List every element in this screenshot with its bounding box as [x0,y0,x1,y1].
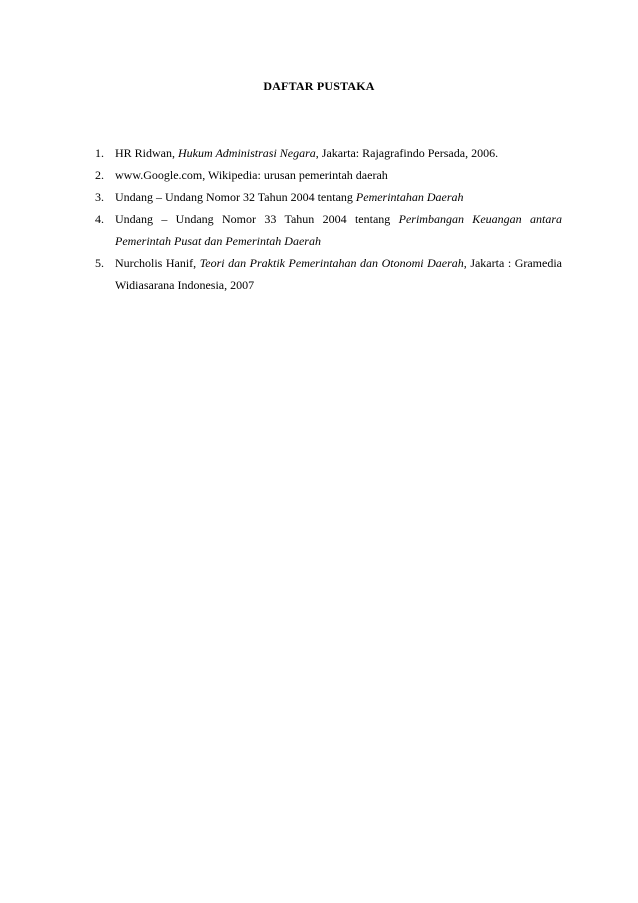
reference-text: Undang – Undang Nomor 33 Tahun 2004 tentang Perimbangan Keuangan antara Pemerintah Pusat dan Pemerintah Daerah [115,212,562,248]
reference-number: 2. [95,168,104,182]
reference-text: Nurcholis Hanif, Teori dan Praktik Pemerintahan dan Otonomi Daerah, Jakarta : Gramedia Widiasarana Indonesia, 2007 [115,256,562,292]
reference-list [95,142,562,296]
reference-text: HR Ridwan, Hukum Administrasi Negara, Jakarta: Rajagrafindo Persada, 2006. [115,146,499,160]
reference-title: Teori dan Praktik Pemerintahan dan Otonomi Daerah [199,256,464,270]
page-title: DAFTAR PUSTAKA [263,79,375,93]
reference-text: Undang – Undang Nomor 32 Tahun 2004 tentang Pemerintahan Daerah [115,190,464,204]
reference-title: Hukum Administrasi Negara [178,146,316,160]
reference-title: Pemerintahan Daerah [355,190,464,204]
reference-number: 1. [95,146,104,160]
reference-item [95,186,562,208]
reference-number: 4. [95,212,104,226]
reference-number: 3. [95,190,104,204]
reference-item [95,208,562,252]
reference-item [95,142,562,164]
reference-item [95,164,562,186]
reference-item [95,252,562,296]
reference-text: www.Google.com, Wikipedia: urusan pemerintah daerah [115,168,388,182]
reference-number: 5. [95,256,104,270]
reference-title: Perimbangan Keuangan antara Pemerintah Pusat dan Pemerintah Daerah [115,212,562,248]
